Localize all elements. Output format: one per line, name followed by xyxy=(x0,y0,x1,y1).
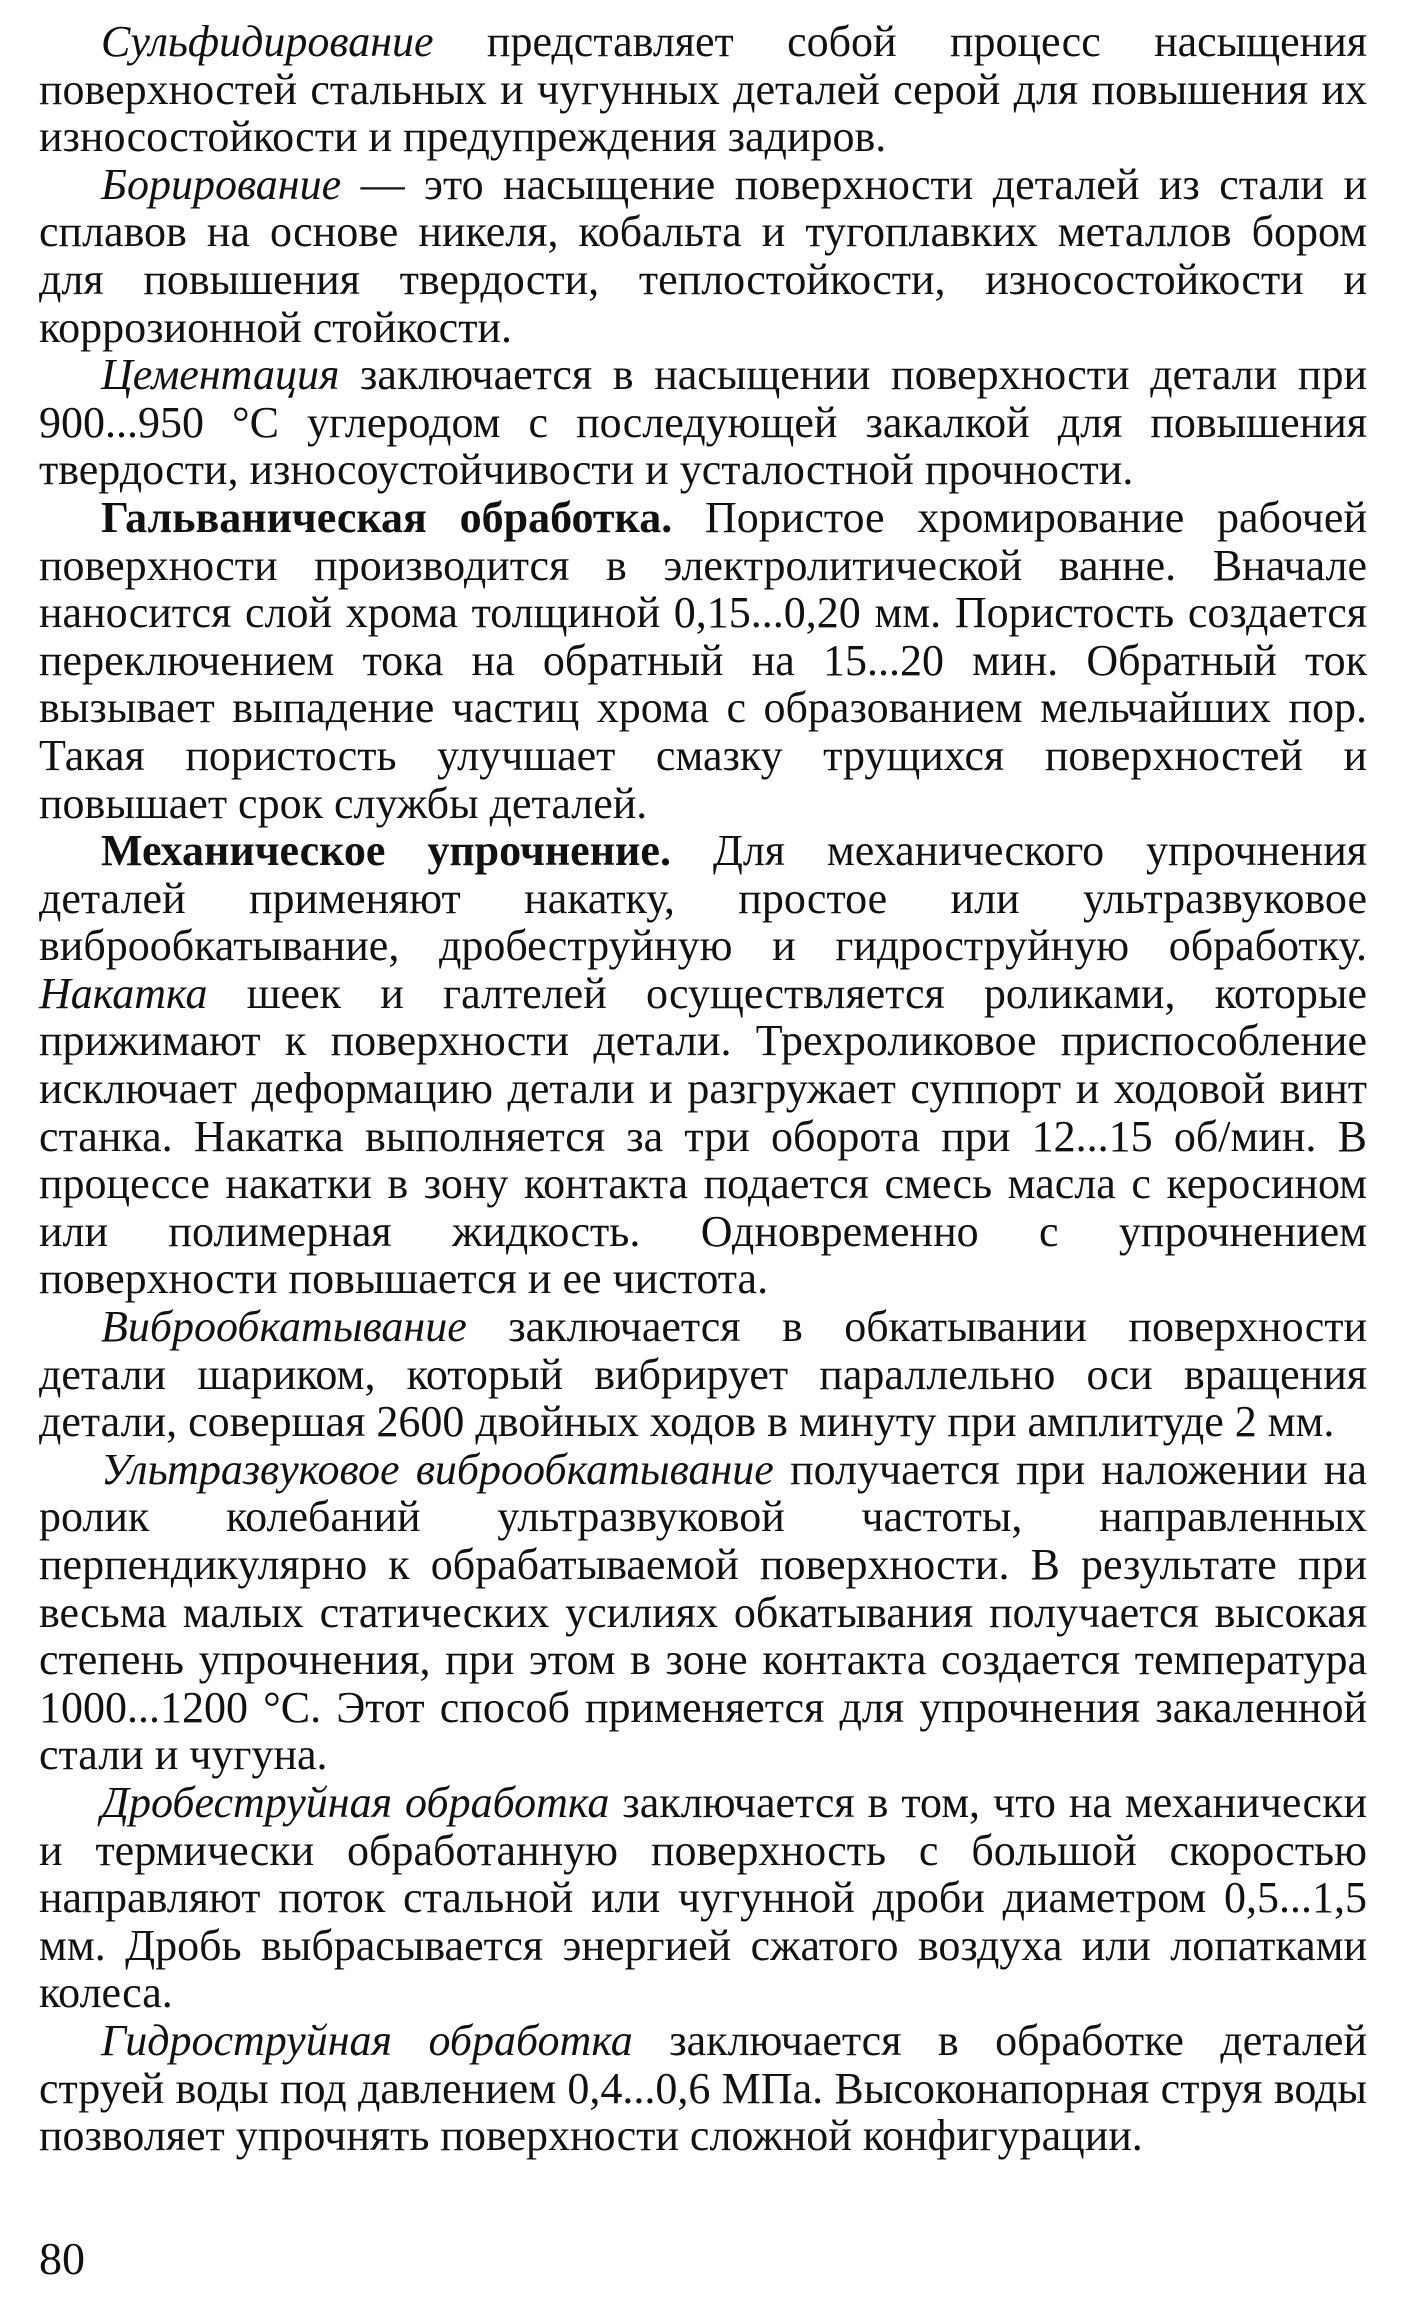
paragraph-text: заключается в насыщении поверхности детали при 900...950 °С углеродом с последующей закалкой для повышения твердости, износоустойчивости и усталостной прочности. xyxy=(39,350,1367,495)
paragraph-text: представляет собой процесс насыщения поверхностей стальных и чугунных деталей серой для повышения их износостойкости и предупреждения задиров. xyxy=(39,17,1367,162)
page-text-body xyxy=(39,18,1367,2160)
paragraph-shot-blasting xyxy=(39,1779,1367,2017)
term-ultrasonic-vibro-rolling: Ультразвуковое виброобкатывание xyxy=(101,1444,774,1494)
term-carburizing: Цементация xyxy=(101,350,340,400)
paragraph-vibro-rolling xyxy=(39,1303,1367,1446)
paragraph-sulfidation xyxy=(39,18,1367,161)
paragraph-ultrasonic-vibro-rolling xyxy=(39,1446,1367,1779)
term-shot-blasting: Дробеструйная обработка xyxy=(101,1777,610,1827)
paragraph-text: заключается в обработке деталей струей воды под давлением 0,4...0,6 МПа. Высоконапорная струя воды позволяет упрочнять поверхности сложной конфигурации. xyxy=(39,2015,1368,2161)
paragraph-text: — это насыщение поверхности деталей из стали и сплавов на основе никеля, кобальта и тугоплавких металлов бором для повышения твердости, теплостойкости, износостойкости и коррозионной стойкости. xyxy=(39,159,1367,352)
heading-galvanic-treatment: Гальваническая обработка. xyxy=(101,492,673,542)
paragraph-text: Для механического упрочнения деталей применяют накатку, простое или ультразвуковое виброобкатывание, дробеструйную и гидроструйную обработку. xyxy=(39,826,1367,971)
term-sulfidation: Сульфидирование xyxy=(101,17,434,66)
paragraph-mechanical-hardening xyxy=(39,827,1367,1303)
paragraph-text-continued: шеек и галтелей осуществляется роликами, которые прижимают к поверхности детали. Трехроликовое приспособление исключает деформацию детали и разгружает суппорт и ходовой винт станка. Накатка выполняется за три оборота при 12...15 об/мин. В процессе накатки в зону контакта подается смесь масла с керосином или полимерная жидкость. Одновременно с упрочнением поверхности повышается и ее чистота. xyxy=(39,968,1367,1304)
paragraph-boriding xyxy=(39,161,1367,351)
paragraph-text: заключается в обкатывании поверхности детали шариком, который вибрирует параллельно оси вращения детали, совершая 2600 двойных ходов в минуту при амплитуде 2 мм. xyxy=(39,1302,1367,1447)
paragraph-carburizing xyxy=(39,351,1367,494)
term-vibro-rolling: Виброобкатывание xyxy=(101,1302,467,1352)
term-rolling: Накатка xyxy=(39,968,208,1018)
paragraph-hydro-jet xyxy=(39,2017,1367,2160)
paragraph-text: заключается в том, что на механически и термически обработанную поверхность с большой скоростью направляют поток стальной или чугунной дроби диаметром 0,5...1,5 мм. Дробь выбрасывается энергией сжатого воздуха или лопатками колеса. xyxy=(39,1777,1367,2018)
paragraph-galvanic-treatment xyxy=(39,494,1367,827)
paragraph-text: получается при наложении на ролик колебаний ультразвуковой частоты, направленных перпендикулярно к обрабатываемой поверхности. В результате при весьма малых статических усилиях обкатывания получается высокая степень упрочнения, при этом в зоне контакта создается температура 1000...1200 °С. Этот способ применяется для упрочнения закаленной стали и чугуна. xyxy=(39,1444,1367,1780)
term-boriding: Борирование xyxy=(101,159,342,209)
heading-mechanical-hardening: Механическое упрочнение. xyxy=(101,826,671,876)
page-number: 80 xyxy=(39,2233,85,2284)
term-hydro-jet: Гидроструйная обработка xyxy=(101,2015,633,2065)
paragraph-text: Пористое хромирование рабочей поверхности производится в электролитической ванне. Вначале наносится слой хрома толщиной 0,15...0,20 мм. Пористость создается переключением тока на обратный на 15...20 мин. Обратный ток вызывает выпадение частиц хрома с образованием мельчайших пор. Такая пористость улучшает смазку трущихся поверхностей и повышает срок службы деталей. xyxy=(39,492,1367,828)
